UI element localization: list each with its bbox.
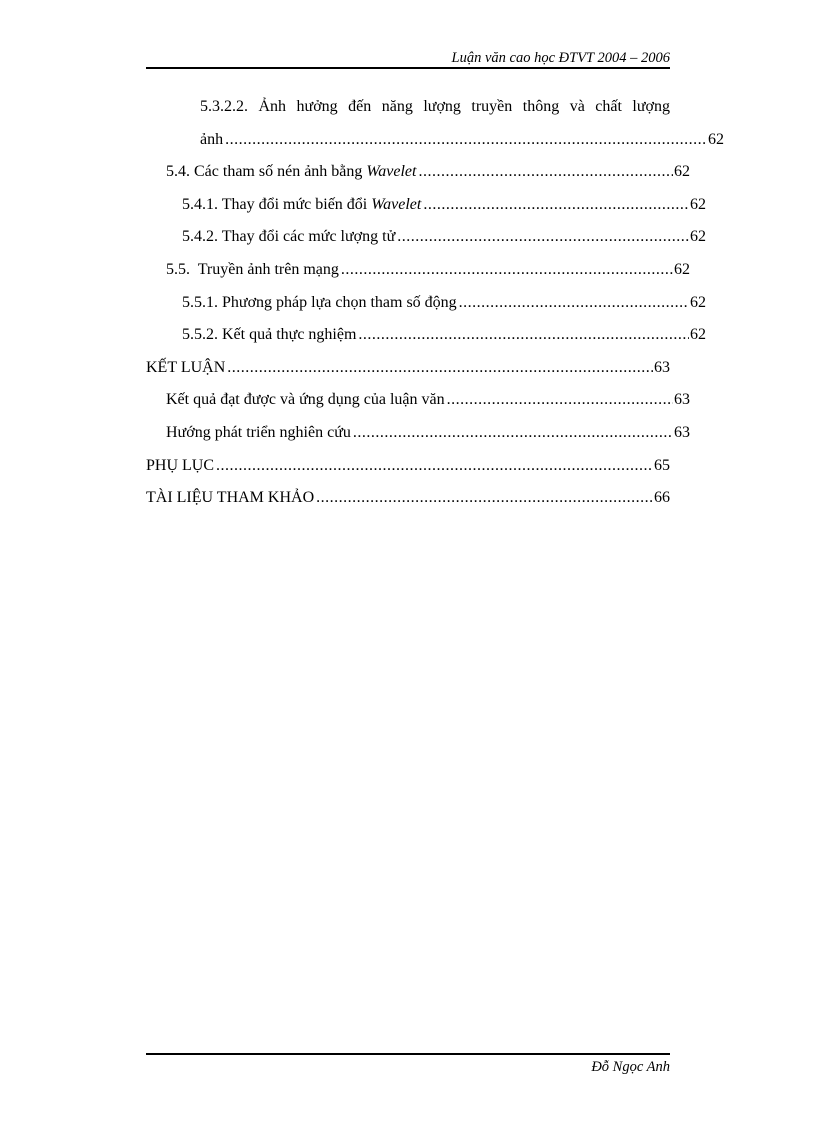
toc-entry-tai-lieu-tham-khao[interactable] xyxy=(146,482,670,515)
running-header: Luận văn cao học ĐTVT 2004 – 2006 xyxy=(451,50,670,66)
toc-page-number: 65 xyxy=(654,456,670,474)
toc-page-number: 66 xyxy=(654,489,670,507)
dot-leader xyxy=(227,352,653,385)
toc-entry-title: 5.5. Truyền ảnh trên mạng xyxy=(166,260,339,278)
toc-entry-title: ảnh xyxy=(200,130,224,148)
toc-page-number: 63 xyxy=(674,391,690,409)
toc-entry-5-4[interactable] xyxy=(146,156,690,189)
dot-leader xyxy=(397,221,689,254)
toc-entry-5-5[interactable] xyxy=(146,254,690,287)
toc-entry-title: Kết quả đạt được và ứng dụng của luận văn xyxy=(166,391,445,409)
toc-entry-5-4-2[interactable] xyxy=(146,221,706,254)
toc-page-number: 62 xyxy=(690,293,706,311)
toc-title-text: 5.4. Các tham số nén ảnh bằng xyxy=(166,163,367,181)
dot-leader xyxy=(447,384,673,417)
toc-title-italic: Wavelet xyxy=(366,163,417,181)
toc-entry-5-5-1[interactable] xyxy=(146,287,706,320)
toc-title-text: 5.4.1. Thay đổi mức biến đổi xyxy=(182,195,372,213)
toc-page-number: 63 xyxy=(654,358,670,376)
toc-page-number: 62 xyxy=(674,163,690,181)
toc-page-number: 62 xyxy=(690,228,706,246)
dot-leader xyxy=(216,450,653,483)
toc-entry-ket-luan[interactable] xyxy=(146,352,670,385)
dot-leader xyxy=(418,156,673,189)
dot-leader xyxy=(459,287,689,320)
toc-entry-title xyxy=(166,156,416,189)
toc-page-number: 62 xyxy=(674,260,690,278)
toc-entry-title: Hướng phát triển nghiên cứu xyxy=(166,423,351,441)
toc-page-number: 63 xyxy=(674,423,690,441)
toc-page-number: 62 xyxy=(708,130,724,148)
toc-page-number: 62 xyxy=(690,326,706,344)
toc-page-number: 62 xyxy=(690,195,706,213)
dot-leader xyxy=(423,189,689,222)
dot-leader xyxy=(341,254,673,287)
dot-leader xyxy=(316,482,653,515)
table-of-contents xyxy=(146,91,724,515)
toc-entry-huong-phat-trien[interactable] xyxy=(146,417,690,450)
toc-entry-5-5-2[interactable] xyxy=(146,319,706,352)
toc-entry-title: 5.5.1. Phương pháp lựa chọn tham số động xyxy=(182,293,457,311)
toc-entry-phu-luc[interactable] xyxy=(146,450,670,483)
dot-leader xyxy=(353,417,673,450)
footer-author: Đỗ Ngọc Anh xyxy=(591,1059,670,1075)
toc-entry-ket-qua[interactable] xyxy=(146,384,690,417)
dot-leader xyxy=(225,124,707,157)
toc-entry-title: KẾT LUẬN xyxy=(146,358,226,376)
toc-entry-5-3-2-2-line1[interactable] xyxy=(146,91,670,124)
header-rule xyxy=(146,67,670,69)
toc-title-italic: Wavelet xyxy=(371,195,422,213)
toc-entry-title: 5.3.2.2. Ảnh hưởng đến năng lượng truyền thông và chất lượng xyxy=(200,98,670,115)
dot-leader xyxy=(358,319,689,352)
toc-entry-5-3-2-2-line2[interactable] xyxy=(146,124,724,157)
toc-entry-5-4-1[interactable] xyxy=(146,189,706,222)
footer-rule xyxy=(146,1053,670,1055)
toc-entry-title: 5.4.2. Thay đổi các mức lượng tử xyxy=(182,228,396,246)
toc-entry-title: PHỤ LỤC xyxy=(146,456,215,474)
toc-entry-title: TÀI LIỆU THAM KHẢO xyxy=(146,489,315,507)
toc-entry-title xyxy=(182,189,421,222)
toc-entry-title: 5.5.2. Kết quả thực nghiệm xyxy=(182,326,357,344)
